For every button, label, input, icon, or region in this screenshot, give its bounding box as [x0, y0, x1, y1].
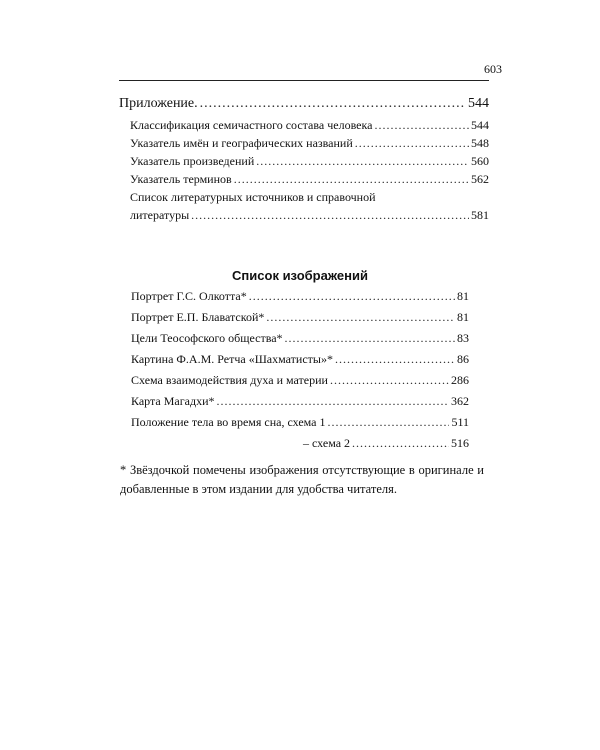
- image-entry-page: 81: [457, 310, 469, 324]
- toc-entry-label: Приложение.: [119, 96, 198, 111]
- toc-entry-label: Классификация семичастного состава человека: [130, 118, 373, 132]
- toc-leader-dots: [330, 373, 449, 388]
- toc-entry-page: 581: [471, 208, 489, 222]
- image-entry-label: Картина Ф.А.М. Ретча «Шахматисты»*: [131, 352, 333, 366]
- toc-entry-page: 560: [471, 154, 489, 168]
- image-entry-page: 81: [457, 289, 469, 303]
- toc-entry[interactable]: [130, 136, 489, 151]
- image-entry-page: 362: [451, 394, 469, 408]
- image-entry-label: Положение тела во время сна, схема 1: [131, 415, 326, 429]
- toc-entry[interactable]: [130, 118, 489, 133]
- image-entry-page: 83: [457, 331, 469, 345]
- image-entry[interactable]: [131, 331, 469, 346]
- image-entry[interactable]: [131, 415, 469, 430]
- toc-entry[interactable]: [130, 154, 489, 169]
- toc-leader-dots: [352, 436, 449, 451]
- toc-entry-page: 548: [471, 136, 489, 150]
- toc-leader-dots: [328, 415, 450, 430]
- header-rule: [119, 80, 489, 81]
- toc-leader-dots: [234, 172, 469, 187]
- image-entry-label: – схема 2: [303, 436, 351, 450]
- image-entry-label: Карта Магадхи*: [131, 394, 215, 408]
- toc-entry-label: литературы: [130, 208, 190, 222]
- image-entry-label: Цели Теософского общества*: [131, 331, 283, 345]
- toc-entry-appendix[interactable]: [119, 96, 489, 112]
- image-entry-label: Схема взаимодействия духа и материи: [131, 373, 328, 387]
- section-title: Список изображений: [232, 268, 368, 283]
- toc-leader-dots: [374, 118, 469, 133]
- image-entry[interactable]: [131, 352, 469, 367]
- toc-leader-dots: [285, 331, 455, 346]
- toc-entry-label: Указатель терминов: [130, 172, 232, 186]
- toc-entry-page: 544: [471, 118, 489, 132]
- toc-leader-dots: [249, 289, 455, 304]
- toc-entry[interactable]: [130, 172, 489, 187]
- toc-entry-multiline-line1[interactable]: Список литературных источников и справочной: [130, 190, 376, 204]
- image-entry-label: Портрет Е.П. Блаватской*: [131, 310, 265, 324]
- image-entry[interactable]: [303, 436, 469, 451]
- image-entry-page: 511: [451, 415, 469, 429]
- toc-entry-label: Указатель произведений: [130, 154, 255, 168]
- image-entry[interactable]: [131, 394, 469, 409]
- image-entry-label: Портрет Г.С. Олкотта*: [131, 289, 247, 303]
- image-entry-page: 86: [457, 352, 469, 366]
- image-entry[interactable]: [131, 310, 469, 325]
- toc-entry-multiline-line2[interactable]: [130, 208, 489, 223]
- image-entry[interactable]: [131, 373, 469, 388]
- toc-leader-dots: [217, 394, 449, 409]
- image-entry[interactable]: [131, 289, 469, 304]
- toc-leader-dots: [266, 310, 455, 325]
- toc-entry-label: Указатель имён и географических названий: [130, 136, 353, 150]
- toc-leader-dots: [335, 352, 455, 367]
- toc-leader-dots: [355, 136, 469, 151]
- image-entry-page: 286: [451, 373, 469, 387]
- toc-leader-dots: [256, 154, 469, 169]
- toc-leader-dots: [200, 96, 466, 112]
- footnote: * Звёздочкой помечены изображения отсутствующие в оригинале и добавленные в этом издании для удобства читателя.: [120, 463, 484, 496]
- page-number: 603: [484, 62, 502, 76]
- toc-leader-dots: [191, 208, 469, 223]
- image-entry-page: 516: [451, 436, 469, 450]
- toc-entry-page: 562: [471, 172, 489, 186]
- toc-entry-page: 544: [468, 96, 489, 111]
